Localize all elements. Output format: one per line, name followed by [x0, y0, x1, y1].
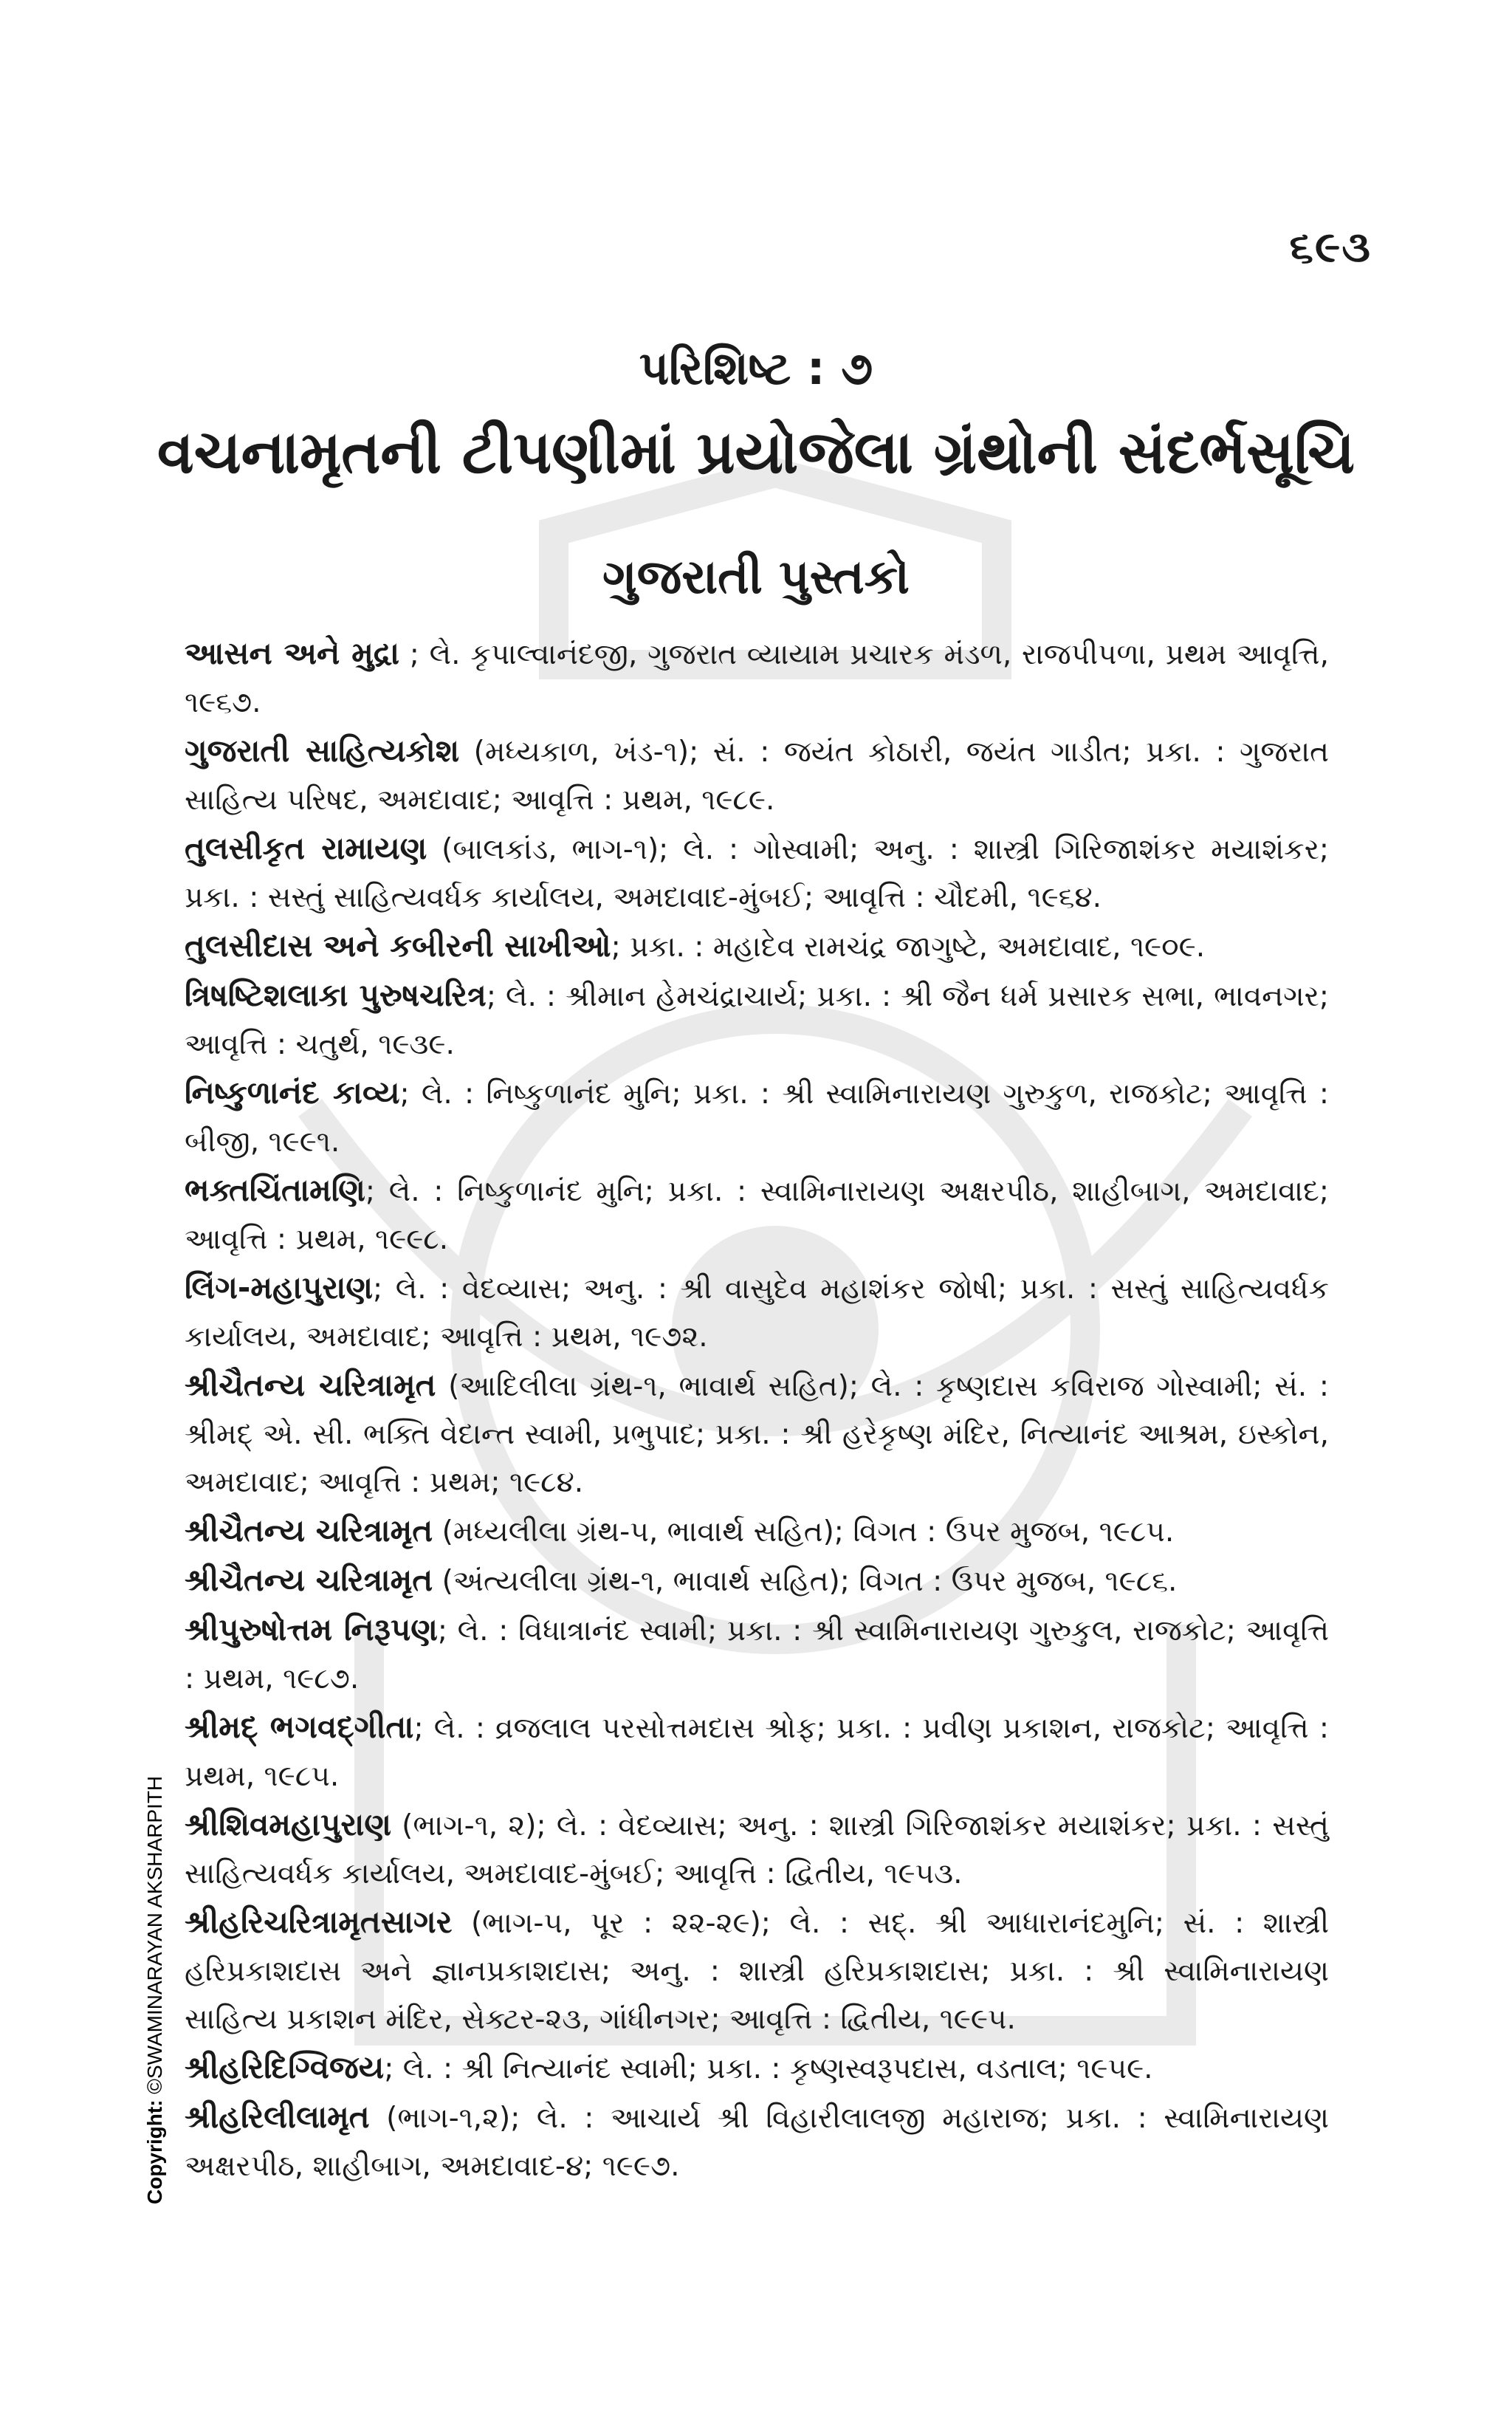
appendix-label: પરિશિષ્ટ : ૭ — [639, 341, 873, 395]
book-title: આસન અને મુદ્રા — [185, 635, 400, 671]
copyright-label: Copyright: — [143, 2099, 166, 2204]
book-title: શ્રીચૈતન્ય ચરિત્રામૃત — [185, 1562, 433, 1598]
book-details: (ભાગ-૫, પૂર : ૨૨-૨૯); લે. : સદ્. શ્રી આધારાનંદમુનિ; સં. : શાસ્ત્રી હરિપ્રકાશદાસ અને જ્ઞાનપ્રકાશદાસ; અનુ. : શાસ્ત્રી હરિપ્રકાશદાસ; પ્રકા. : શ્રી સ્વામિનારાયણ સાહિત્ય પ્રકાશન મંદિર, સેક્ટર-૨૩, ગાંધીનગર; આવૃત્તિ : દ્વિતીય, ૧૯૯૫. — [185, 1907, 1329, 2036]
bibliography-entry — [185, 1605, 1329, 1703]
bibliography-entry — [185, 2093, 1329, 2190]
bibliography-entry — [185, 1361, 1329, 1506]
page-number: ૬૯૩ — [1289, 222, 1372, 272]
book-title: લિંગ-મહાપુરાણ — [185, 1269, 374, 1306]
book-details: ; લે. : વ્રજલાલ પરસોત્તમદાસ શ્રોફ; પ્રકા. : પ્રવીણ પ્રકાશન, રાજકોટ; આવૃત્તિ : પ્રથમ, ૧૯૮૫. — [185, 1712, 1329, 1793]
book-title: નિષ્કુળાનંદ કાવ્ય — [185, 1074, 400, 1111]
book-title: શ્રીહરિલીલામૃત — [185, 2099, 370, 2135]
book-details: (બાલકાંડ, ભાગ-૧); લે. : ગોસ્વામી; અનુ. : શાસ્ત્રી ગિરિજાશંકર મયાશંકર; પ્રકા. : સસ્તું સાહિત્યવર્ધક કાર્યાલય, અમદાવાદ-મુંબઈ; આવૃત્તિ : ચૌદમી, ૧૯૬૪. — [185, 833, 1330, 914]
book-title: ત્રિષષ્ટિશલાકા પુરુષચરિત્ર — [185, 977, 487, 1013]
page-title: વચનામૃતની ટીપણીમાં પ્રયોજેલા ગ્રંથોની સંદર્ભસૂચિ — [157, 418, 1355, 487]
bibliography-list — [185, 629, 1329, 2190]
bibliography-entry — [185, 629, 1329, 727]
book-details: ; લે. : વિધાત્રાનંદ સ્વામી; પ્રકા. : શ્રી સ્વામિનારાયણ ગુરુકુલ, રાજકોટ; આવૃત્તિ : પ્રથમ, ૧૯૮૭. — [185, 1614, 1329, 1695]
book-title: શ્રીચૈતન્ય ચરિત્રામૃત — [185, 1367, 436, 1403]
book-details: ; લે. : નિષ્કુળાનંદ મુનિ; પ્રકા. : સ્વામિનારાયણ અક્ષરપીઠ, શાહીબાગ, અમદાવાદ; આવૃત્તિ : પ્રથમ, ૧૯૯૮. — [185, 1175, 1329, 1256]
bibliography-entry — [185, 727, 1329, 824]
book-details: (અંત્યલીલા ગ્રંથ-૧, ભાવાર્થ સહિત); વિગત : ઉપર મુજબ, ૧૯૮૬. — [433, 1565, 1178, 1598]
book-details: ; લે. : શ્રીમાન હેમચંદ્રાચાર્ય; પ્રકા. : શ્રી જૈન ધર્મ પ્રસારક સભા, ભાવનગર; આવૃત્તિ : ચતુર્થ, ૧૯૩૯. — [185, 980, 1329, 1061]
bibliography-entry — [185, 971, 1329, 1069]
book-title: શ્રીશિવમહાપુરાણ — [185, 1806, 391, 1842]
bibliography-entry — [185, 1703, 1329, 1800]
bibliography-entry — [185, 1800, 1329, 1898]
bibliography-entry — [185, 922, 1329, 971]
section-title: ગુજરાતી પુસ્તકો — [602, 550, 910, 605]
book-details: ; લે. : વેદવ્યાસ; અનુ. : શ્રી વાસુદેવ મહાશંકર જોષી; પ્રકા. : સસ્તું સાહિત્યવર્ધક કાર્યાલય, અમદાવાદ; આવૃત્તિ : પ્રથમ, ૧૯૭૨. — [185, 1272, 1329, 1354]
bibliography-entry — [185, 2043, 1329, 2093]
book-title: ભક્તચિંતામણિ — [185, 1172, 365, 1208]
book-details: (ભાગ-૧,૨); લે. : આચાર્ય શ્રી વિહારીલાલજી મહારાજ; પ્રકા. : સ્વામિનારાયણ અક્ષરપીઠ, શાહીબાગ, અમદાવાદ-૪; ૧૯૯૭. — [185, 2102, 1329, 2183]
book-details: ; લે. : નિષ્કુળાનંદ મુનિ; પ્રકા. : શ્રી સ્વામિનારાયણ ગુરુકુળ, રાજકોટ; આવૃત્તિ : બીજી, ૧૯૯૧. — [185, 1077, 1329, 1159]
bibliography-entry — [185, 1263, 1329, 1361]
book-title: તુલસીદાસ અને કબીરની સાખીઓ — [185, 928, 611, 964]
book-title: તુલસીકૃત રામાયણ — [185, 830, 427, 866]
bibliography-entry — [185, 1166, 1329, 1263]
book-details: ; લે. : શ્રી નિત્યાનંદ સ્વામી; પ્રકા. : કૃષ્ણસ્વરૂપદાસ, વડતાલ; ૧૯૫૯. — [384, 2052, 1153, 2085]
bibliography-entry — [185, 1898, 1329, 2043]
book-title: શ્રીહરિચરિત્રામૃતસાગર — [185, 1904, 453, 1940]
copyright-text: ©SWAMINARAYAN AKSHARPITH — [143, 1775, 166, 2094]
book-details: ; લે. કૃપાલ્વાનંદજી, ગુજરાત વ્યાયામ પ્રચારક મંડળ, રાજપીપળા, પ્રથમ આવૃત્તિ, ૧૯૬૭. — [185, 638, 1329, 719]
book-title: શ્રીચૈતન્ય ચરિત્રામૃત — [185, 1512, 433, 1549]
book-title: શ્રીહરિદિગ્વિજય — [185, 2049, 385, 2085]
bibliography-entry — [185, 1069, 1329, 1166]
copyright-notice — [143, 1776, 167, 2204]
book-title: શ્રીપુરુષોત્તમ નિરૂપણ — [185, 1611, 438, 1647]
bibliography-entry — [185, 1556, 1329, 1605]
book-title: શ્રીમદ્ ભગવદ્ગીતા — [185, 1709, 414, 1745]
book-details: (ભાગ-૧, ૨); લે. : વેદવ્યાસ; અનુ. : શાસ્ત્રી ગિરિજાશંકર મયાશંકર; પ્રકા. : સસ્તું સાહિત્યવર્ધક કાર્યાલય, અમદાવાદ-મુંબઈ; આવૃત્તિ : દ્વિતીય, ૧૯૫૩. — [185, 1809, 1329, 1890]
book-title: ગુજરાતી સાહિત્યકોશ — [185, 733, 460, 769]
book-details: (આદિલીલા ગ્રંથ-૧, ભાવાર્થ સહિત); લે. : કૃષ્ણદાસ કવિરાજ ગોસ્વામી; સં. : શ્રીમદ્ એ. સી. ભક્તિ વેદાન્ત સ્વામી, પ્રભુપાદ; પ્રકા. : શ્રી હરેકૃષ્ણ મંદિર, નિત્યાનંદ આશ્રમ, ઇસ્કોન, અમદાવાદ; આવૃત્તિ : પ્રથમ; ૧૯૮૪. — [185, 1370, 1329, 1499]
bibliography-entry — [185, 1506, 1329, 1556]
book-details: ; પ્રકા. : મહાદેવ રામચંદ્ર જાગુષ્ટે, અમદાવાદ, ૧૯૦૯. — [611, 930, 1206, 964]
book-details: (મધ્યલીલા ગ્રંથ-૫, ભાવાર્થ સહિત); વિગત : ઉપર મુજબ, ૧૯૮૫. — [433, 1515, 1175, 1549]
book-details: (મધ્યકાળ, ખંડ-૧); સં. : જયંત કોઠારી, જયંત ગાડીત; પ્રકા. : ગુજરાત સાહિત્ય પરિષદ, અમદાવાદ; આવૃત્તિ : પ્રથમ, ૧૯૮૯. — [185, 736, 1329, 817]
bibliography-entry — [185, 824, 1329, 922]
